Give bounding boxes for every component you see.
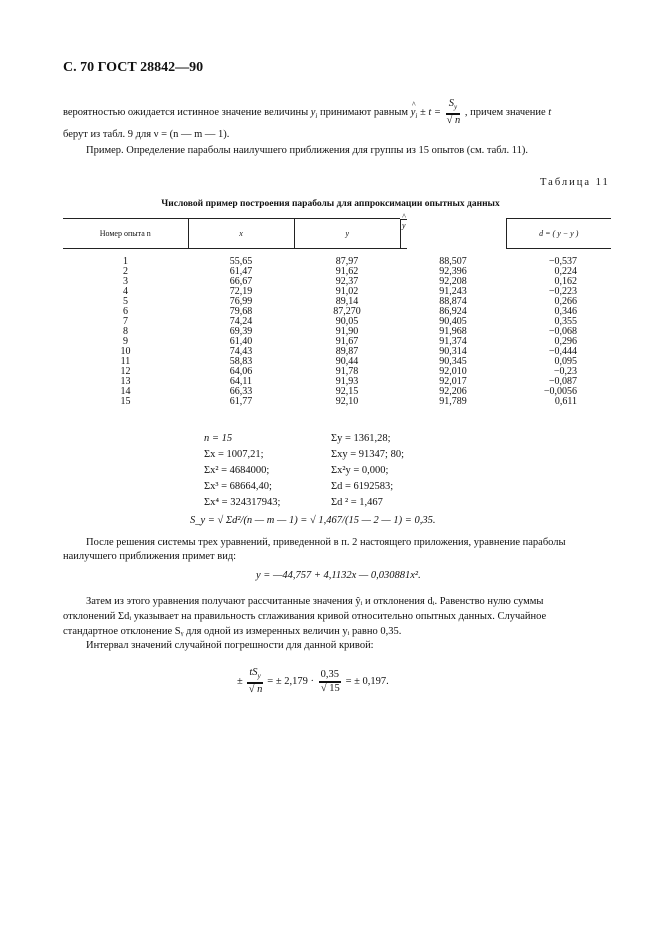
table-row: 7 74,24 90,05 90,405 0,355 — [123, 316, 577, 327]
data-table — [63, 218, 611, 407]
sum-item: Σxy = 91347; 80; — [331, 449, 404, 460]
table-row: 10 74,43 89,87 90,314 −0,444 — [120, 346, 577, 357]
table-row: 1 55,65 87,97 88,507 −0,537 — [123, 255, 577, 267]
intro-part1: вероятностью ожидается истинное значение величины — [63, 106, 309, 118]
sum-item: Σx²y = 0,000; — [331, 465, 389, 476]
intro-pm-t: ± t = — [419, 106, 441, 118]
sum-item: Σd = 6192583; — [331, 481, 394, 492]
col-header-d: d = ( y − y ) — [506, 219, 611, 249]
col-header-x: x — [188, 219, 294, 249]
col-header-n: Номер опыта n — [63, 219, 188, 249]
intro-part3: , причем значение — [464, 106, 546, 118]
table-row: 15 61,77 92,10 91,789 0,611 — [120, 396, 577, 407]
parabola-equation: y = —44,757 + 4,1132x — 0,030881x². — [256, 570, 421, 581]
sum-item: n = 15 — [204, 433, 233, 444]
sum-item: Σx³ = 68664,40; — [204, 481, 272, 492]
intro-line-2: берут из табл. 9 для ν = (n — m — 1). — [63, 129, 230, 140]
intro-line-1 — [63, 98, 551, 127]
sums-left — [204, 431, 280, 511]
intro-fraction: $\frac{S_y}{√ n}$ — [446, 98, 461, 127]
table-row: 5 76,99 89,14 88,874 0,266 — [123, 296, 577, 307]
col-header-yhat: ^ y — [400, 219, 407, 249]
paragraph-deviation-1: Затем из этого уравнения получают рассчитанные значения ŷᵢ и отклонения dᵢ. Равенство нулю суммы — [86, 596, 544, 607]
table-row: 9 61,40 91,67 91,374 0,296 — [123, 336, 577, 347]
interval-fraction-1: $\frac{tS_y}{√ n}$ — [248, 667, 263, 696]
table-row: 3 66,67 92,37 92,208 0,162 — [123, 276, 577, 287]
paragraph-deviation-3: стандартное отклонение Sᵧ для одной из измеренных величин yᵢ равно 0,35. — [63, 626, 402, 637]
table-row: 14 66,33 92,15 92,206 −0,0056 — [120, 386, 577, 397]
sum-item: Σx² = 4684000; — [204, 465, 270, 476]
sum-item: Σx = 1007,21; — [204, 449, 264, 460]
intro-yi: $y_i$ — [310, 106, 318, 121]
intro-part2: принимают равным — [320, 106, 409, 118]
col-header-y: y — [294, 219, 400, 249]
paragraph-system: После решения системы трех уравнений, приведенной в п. 2 настоящего приложения, уравнение параболы — [86, 537, 566, 548]
sum-item: Σy = 1361,28; — [331, 433, 391, 444]
paragraph-deviation-2: отклонений Σdᵢ указывает на правильность сглаживания кривой относительно опытных данных. Случайное — [63, 611, 547, 622]
table-row: 13 64,11 91,93 92,017 −0,087 — [120, 376, 577, 387]
interval-pm: ± — [237, 675, 243, 687]
sums-right — [331, 431, 404, 511]
sum-item: Σd ² = 1,467 — [331, 497, 383, 508]
example-line: Пример. Определение параболы наилучшего приближения для группы из 15 опытов (см. табл. 11). — [86, 145, 529, 156]
table-title: Числовой пример построения параболы для аппроксимации опытных данных — [161, 199, 500, 209]
table-row: 4 72,19 91,02 91,243 −0,223 — [123, 286, 577, 297]
interval-fraction-2: $\frac{0,35}{√ 15}$ — [320, 668, 340, 694]
table-row: 12 64,06 91,78 92,010 −0,23 — [120, 366, 577, 377]
table-label: Таблица 11 — [540, 177, 610, 188]
intro-yhat: ^ $y_i$ — [411, 106, 418, 123]
interval-formula — [237, 667, 389, 696]
interval-mid: = ± 2,179 · — [267, 675, 314, 687]
page-header: С. 70 ГОСТ 28842—90 — [63, 60, 204, 75]
interval-tail: = ± 0,197. — [345, 675, 389, 687]
table-row: 8 69,39 91,90 91,968 −0,068 — [123, 326, 577, 337]
paragraph-system-2: наилучшего приближения примет вид: — [63, 551, 237, 562]
paragraph-interval: Интервал значений случайной погрешности для данной кривой: — [86, 640, 374, 651]
sy-formula: S_y = √ Σd²/(n — m — 1) = √ 1,467/(15 — 2 — 1) = 0,35. — [190, 515, 436, 526]
table-row: 6 79,68 87,270 86,924 0,346 — [123, 306, 577, 317]
table-row: 11 58,83 90,44 90,345 0,095 — [120, 356, 577, 367]
table-row: 2 61,47 91,62 92,396 0,224 — [123, 266, 577, 277]
intro-t: t — [548, 106, 552, 118]
sum-item: Σx⁴ = 324317943; — [204, 497, 281, 508]
